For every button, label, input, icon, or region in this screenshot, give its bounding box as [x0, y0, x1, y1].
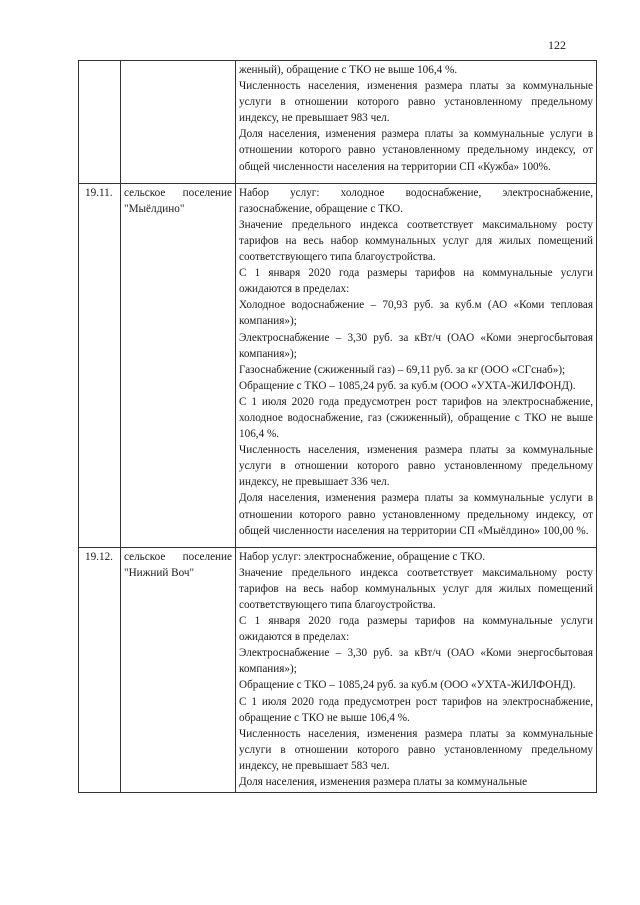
- description-line: С 1 января 2020 года размеры тарифов на коммунальные услуги ожидаются в пределах:: [239, 615, 593, 644]
- description-line: Набор услуг: холодное водоснабжение, электроснабжение, газоснабжение, обращение с ТКО.: [239, 186, 593, 215]
- tariff-table: [78, 60, 597, 793]
- description-line: С 1 января 2020 года размеры тарифов на коммунальные услуги ожидаются в пределах:: [239, 267, 593, 296]
- table-row: [79, 547, 597, 792]
- description-line: Доля населения, изменения размера платы за коммунальные услуги в отношении которого равно установленному предельному индексу, от общей численности населения на территории СП «Кужба» 100%.: [239, 128, 593, 173]
- description-line: Значение предельного индекса соответствует максимальному росту тарифов на весь набор коммунальных услуг для жилых помещений соответствующего типа благоустройства.: [239, 566, 593, 611]
- description-line: С 1 июля 2020 года предусмотрен рост тарифов на электроснабжение, холодное водоснабжение, газ (сжиженный), обращение с ТКО не выше 106,4 %.: [239, 395, 593, 441]
- description-line: Электроснабжение – 3,30 руб. за кВт/ч (ОАО «Коми энергосбытовая компания»);: [239, 647, 593, 676]
- description-line: Доля населения, изменения размера платы за коммунальные: [239, 776, 528, 789]
- row-description: [236, 183, 597, 547]
- description-line: Численность населения, изменения размера платы за коммунальные услуги в отношении которого равно установленному предельному индексу, не превышает 583 чел.: [239, 727, 593, 772]
- description-line: Численность населения, изменения размера платы за коммунальные услуги в отношении которого равно установленному предельному индексу, не превышает 983 чел.: [239, 80, 593, 125]
- description-line: Обращение с ТКО – 1085,24 руб. за куб.м (ООО «УХТА-ЖИЛФОНД).: [239, 379, 576, 392]
- description-line: Доля населения, изменения размера платы за коммунальные услуги в отношении которого равно установленному предельному индексу, от общей численности населения на территории СП «Мыёлдино» 100,00 %.: [239, 492, 593, 537]
- description-line: Электроснабжение – 3,30 руб. за кВт/ч (ОАО «Коми энергосбытовая компания»);: [239, 331, 593, 360]
- table-row: [79, 61, 597, 184]
- table-row: [79, 183, 597, 547]
- description-line: С 1 июля 2020 года предусмотрен рост тарифов на электроснабжение, обращение с ТКО не выше 106,4 %.: [239, 695, 593, 724]
- row-number: 19.12.: [79, 547, 121, 792]
- settlement-name: [121, 61, 236, 184]
- description-line: Обращение с ТКО – 1085,24 руб. за куб.м (ООО «УХТА-ЖИЛФОНД).: [239, 679, 576, 692]
- row-number: 19.11.: [79, 183, 121, 547]
- settlement-name: сельское поселение "Нижний Воч": [121, 547, 236, 792]
- description-line: Численность населения, изменения размера платы за коммунальные услуги в отношении которого равно установленному предельному индексу, не превышает 336 чел.: [239, 444, 593, 489]
- description-line: Набор услуг: электроснабжение, обращение с ТКО.: [239, 550, 486, 563]
- description-line: Холодное водоснабжение – 70,93 руб. за куб.м (АО «Коми тепловая компания»);: [239, 299, 593, 328]
- description-line: Газоснабжение (сжиженный газ) – 69,11 руб. за кг (ООО «СГснаб»);: [239, 363, 566, 376]
- settlement-name: сельское поселение "Мыёлдино": [121, 183, 236, 547]
- row-number: [79, 61, 121, 184]
- row-description: [236, 61, 597, 184]
- row-description: [236, 547, 597, 792]
- page-number: 122: [548, 38, 566, 52]
- description-line: женный), обращение с ТКО не выше 106,4 %.: [239, 64, 458, 76]
- description-line: Значение предельного индекса соответствует максимальному росту тарифов на весь набор коммунальных услуг для жилых помещений соответствующего типа благоустройства.: [239, 218, 593, 264]
